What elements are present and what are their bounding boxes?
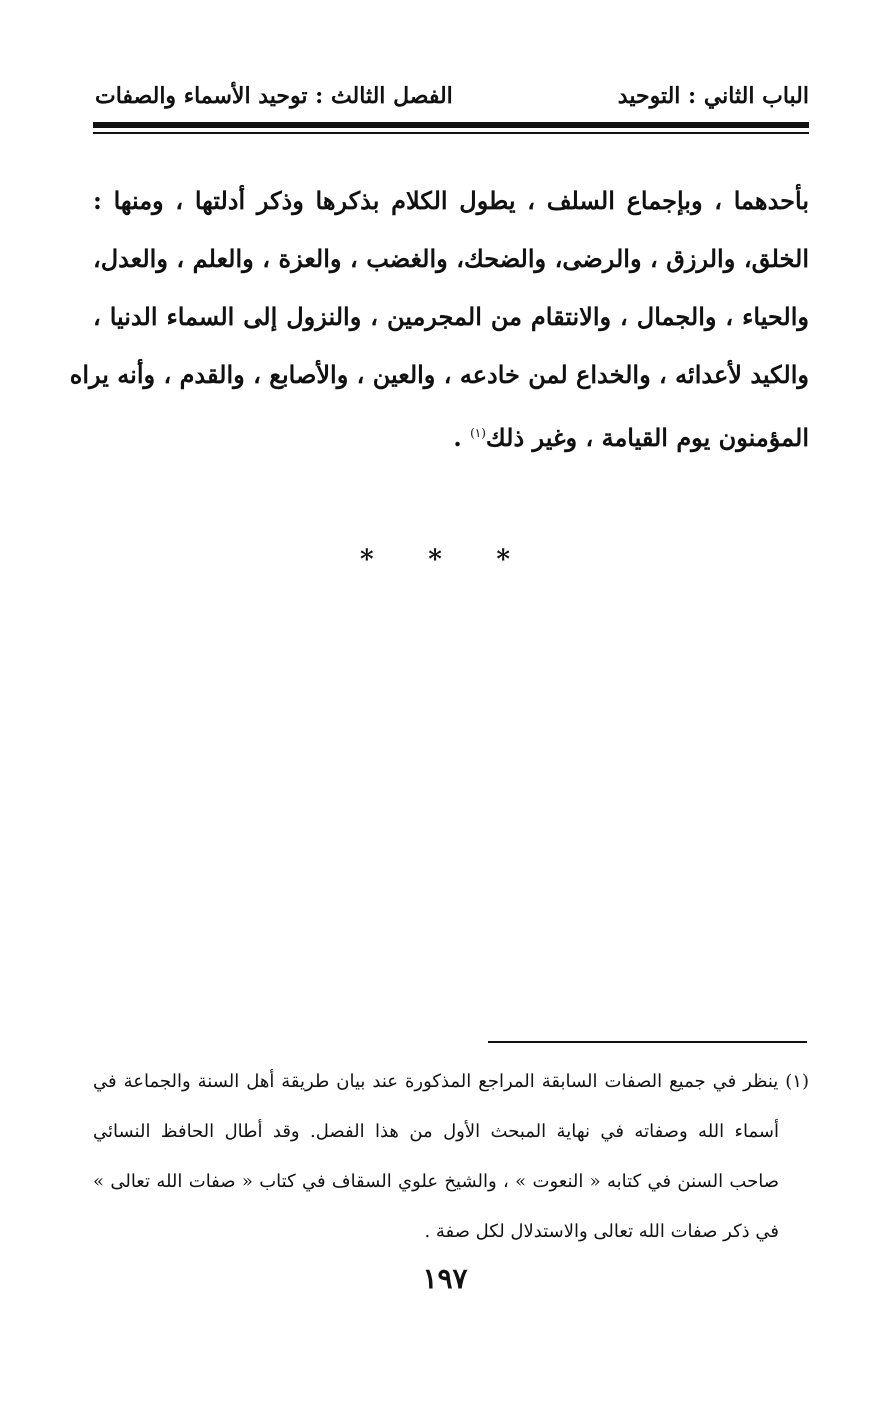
separator-star: * — [496, 545, 510, 575]
separator-star: * — [428, 545, 442, 575]
footnote-rule — [488, 1041, 807, 1043]
header-rule-thick — [93, 122, 809, 128]
text-line-5 — [93, 408, 809, 466]
text-line-1: بأحدهما ، وبإجماع السلف ، يطول الكلام بذكرها وذكر أدلتها ، ومنها : — [93, 186, 809, 215]
text-line-5-main: المؤمنون يوم القيامة ، وغير ذلك — [485, 423, 809, 452]
separator-star: * — [360, 545, 374, 575]
header-section: الفصل الثالث : توحيد الأسماء والصفات — [95, 83, 453, 109]
header-chapter: الباب الثاني : التوحيد — [617, 83, 809, 109]
section-separator — [360, 545, 510, 575]
footnote-line-3: صاحب السنن في كتابه « النعوت » ، والشيخ علوي السقاف في كتاب « صفات الله تعالى » — [93, 1171, 779, 1192]
footnote-line-4: في ذكر صفات الله تعالى والاستدلال لكل صفة . — [424, 1221, 779, 1242]
page-number: ١٩٧ — [422, 1262, 468, 1295]
footnote-reference[interactable]: (١) — [470, 426, 486, 440]
main-text — [69, 176, 809, 466]
header-rule-thin — [93, 132, 809, 134]
text-line-4: والكيد لأعدائه ، والخداع لمن خادعه ، والعين ، والأصابع ، والقدم ، وأنه يراه — [69, 360, 809, 389]
footnotes — [93, 1062, 809, 1262]
text-line-2: الخلق، والرزق ، والرضى، والضحك، والغضب ، والعزة ، والعلم ، والعدل، — [93, 244, 809, 273]
footnote-line-1: (١) ينظر في جميع الصفات السابقة المراجع المذكورة عند بيان طريقة أهل السنة والجماعة في — [93, 1071, 809, 1092]
text-line-3: والحياء ، والجمال ، والانتقام من المجرمين ، والنزول إلى السماء الدنيا ، — [93, 302, 809, 331]
text-line-5-end: . — [453, 423, 471, 452]
footnote-line-2: أسماء الله وصفاته في نهاية المبحث الأول من هذا الفصل. وقد أطال الحافظ النسائي — [93, 1121, 779, 1142]
running-header — [95, 78, 809, 114]
